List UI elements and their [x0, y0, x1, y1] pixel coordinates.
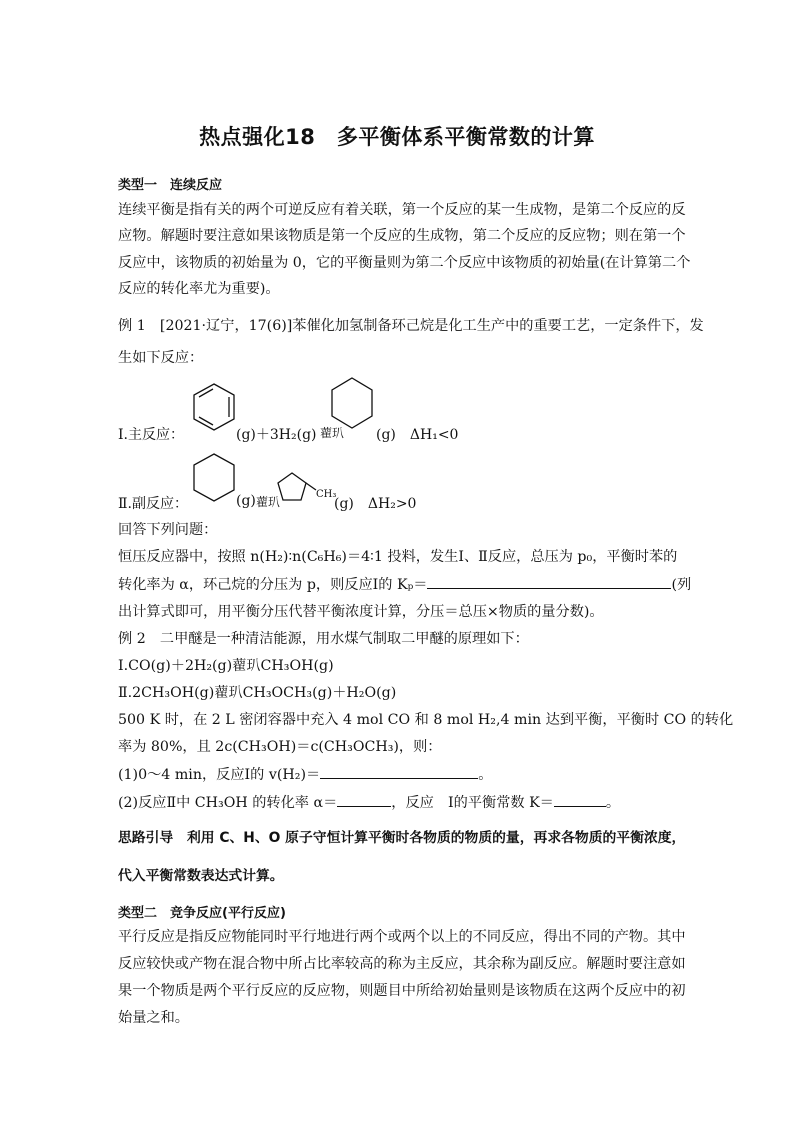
page-title: 热点强化18 多平衡体系平衡常数的计算 [199, 125, 595, 149]
question-text: 。 [605, 795, 621, 811]
hint-line: 思路引导 利用 C、H、O 原子守恒计算平衡时各物质的物质的量，再求各物质的平衡浓度， [118, 830, 686, 846]
example2-line: 例 2 二甲醚是一种清洁能源，用水煤气制取二甲醚的原理如下： [118, 631, 529, 647]
paragraph-line: 连续平衡是指有关的两个可逆反应有着关联，第一个反应的某一生成物，是第二个反应的反 [118, 202, 686, 218]
section-heading-type1: 类型一 连续反应 [118, 178, 223, 193]
paragraph-line: 反应中，该物质的初始量为 0，它的平衡量则为第二个反应中该物质的初始量(在计算第二个 [118, 255, 691, 271]
paragraph-line: 反应的转化率尤为重要)。 [118, 281, 280, 297]
example1-line: 生如下反应： [118, 350, 204, 366]
methyl-group-label: CH₃ [316, 489, 337, 500]
question-line: 出计算式即可，用平衡分压代替平衡浓度计算，分压＝总压×物质的量分数)。 [118, 604, 604, 620]
section-heading-type2: 类型二 竞争反应(平行反应) [118, 906, 286, 921]
question-text: ，反应 Ⅰ的平衡常数 K＝ [391, 795, 554, 811]
paragraph-line: 始量之和。 [118, 1010, 189, 1026]
reaction1-product: (g) ΔH₁<0 [376, 427, 459, 443]
question-text: (列 [671, 577, 692, 593]
cyclohexane-structure [192, 452, 236, 504]
answer-blank-k[interactable] [554, 805, 606, 807]
question-text: 。 [478, 767, 493, 783]
example2-reaction2: Ⅱ.2CH₃OH(g)藋玐CH₃OCH₃(g)＋H₂O(g) [118, 685, 397, 701]
paragraph-line: 果一个物质是两个平行反应的反应物，则题目中所给初始量则是该物质在这两个反应中的初 [118, 983, 686, 999]
hint-line: 代入平衡常数表达式计算。 [118, 868, 284, 884]
paragraph-line: 反应较快或产物在混合物中所占比率较高的称为主反应，其余称为副反应。解题时要注意如 [118, 956, 686, 972]
example2-reaction1: Ⅰ.CO(g)＋2H₂(g)藋玐CH₃OH(g) [118, 658, 334, 674]
example2-line: 率为 80%，且 2c(CH₃OH)＝c(CH₃OCH₃)，则： [118, 739, 442, 755]
question-text: 转化率为 α，环己烷的分压为 p，则反应Ⅰ的 Kₚ＝ [118, 577, 428, 593]
cyclohexane-structure [330, 376, 374, 432]
question-line: 恒压反应器中，按照 n(H₂)∶n(C₆H₆)＝4∶1 投料，发生Ⅰ、Ⅱ反应，总压为 p₀，平衡时苯的 [118, 549, 678, 565]
question-text: (2)反应Ⅱ中 CH₃OH 的转化率 α＝ [118, 795, 338, 811]
question-line [118, 762, 678, 788]
reaction2-reactant: (g) [236, 493, 256, 509]
reversible-arrow: 藋玐 [256, 495, 281, 509]
example1-line: 例 1 [2021·辽宁，17(6)]苯催化加氢制备环己烷是化工生产中的重要工艺，一定条件下，发 [118, 318, 704, 334]
answer-blank-rate[interactable] [320, 777, 478, 779]
reaction1-reactants: (g)＋3H₂(g) [236, 427, 317, 443]
question-intro: 回答下列问题： [118, 522, 218, 538]
reaction1-label: Ⅰ.主反应： [118, 427, 184, 443]
methylcyclopentane-structure [268, 470, 318, 506]
paragraph-line: 平行反应是指反应物能同时平行地进行两个或两个以上的不同反应，得出不同的产物。其中 [118, 929, 686, 945]
paragraph-line: 应物。解题时要注意如果该物质是第一个反应的生成物，第二个反应的反应物；则在第一个 [118, 228, 686, 244]
reversible-arrow: 藋玐 [320, 426, 345, 440]
benzene-structure [192, 382, 236, 432]
question-line [118, 790, 678, 816]
reaction2-label: Ⅱ.副反应： [118, 496, 188, 512]
answer-blank-conversion[interactable] [337, 805, 391, 807]
question-text: (1)0～4 min，反应Ⅰ的 v(H₂)＝ [118, 767, 321, 783]
example2-line: 500 K 时，在 2 L 密闭容器中充入 4 mol CO 和 8 mol H₂,4 min 达到平衡，平衡时 CO 的转化 [118, 712, 734, 728]
question-line [118, 572, 692, 598]
answer-blank-kp[interactable] [427, 587, 671, 589]
reaction2-product: (g) ΔH₂>0 [334, 496, 417, 512]
